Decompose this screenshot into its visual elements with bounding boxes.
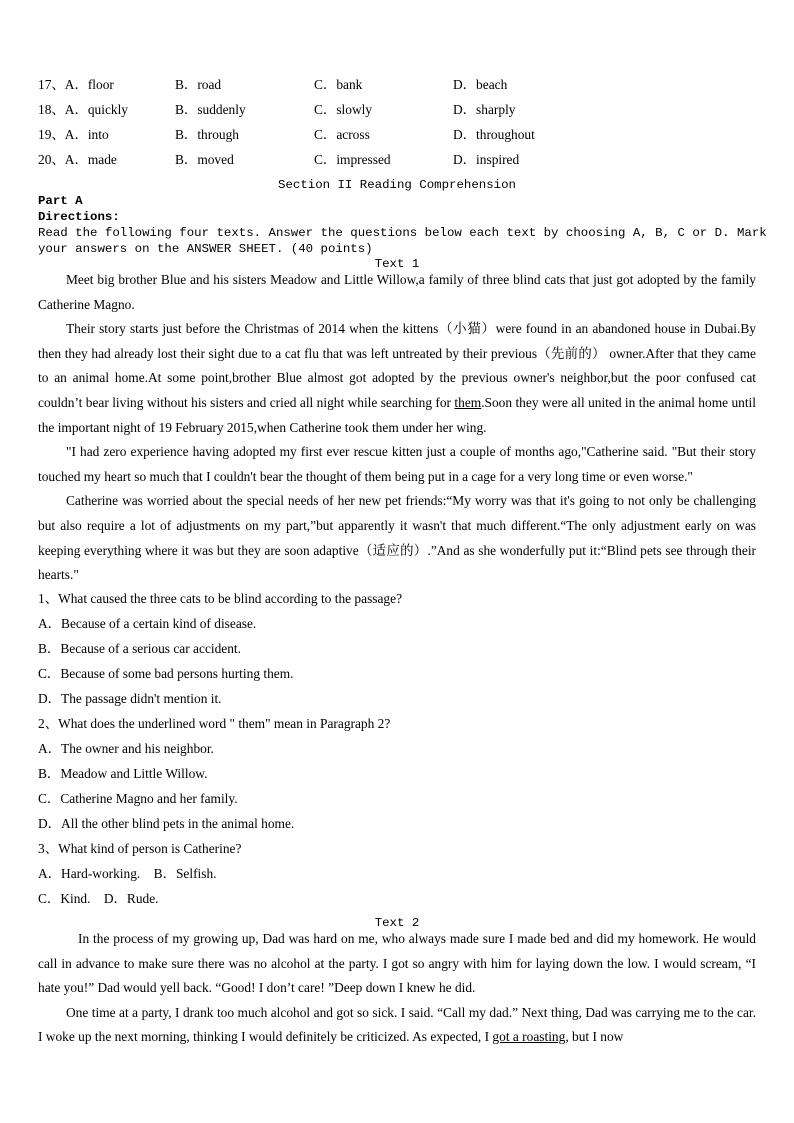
option-18-c: C．slowly <box>314 102 373 117</box>
option-20-c: C．impressed <box>314 152 391 167</box>
option-20-d: D．inspired <box>453 152 520 167</box>
option-18-a: 18、A．quickly <box>38 102 129 117</box>
question-1-option-a: A．Because of a certain kind of disease. <box>38 616 257 631</box>
text1-p2-end: .Soon they were all united in the animal home until the important night of 19 February 2015,when Catherine took them under her wing. <box>38 394 756 435</box>
underlined-phrase-got-a-roasting: got a roasting <box>492 1029 566 1045</box>
text2-p2-end: , but I now <box>565 1029 624 1045</box>
directions-label: Directions: <box>38 210 120 224</box>
text2-p2-start: One time at a party, I drank too much alcohol and got so sick. I said. “Call my dad.” Next thing, Dad was carrying me to the car. I woke up the next morning, thinking I would definitely be criticized. As expected, I <box>38 1004 756 1045</box>
option-17-c: C．bank <box>314 77 363 92</box>
question-3-options-cd: C．Kind. D．Rude. <box>38 891 159 906</box>
section-title: Section II Reading Comprehension <box>278 178 516 192</box>
question-2-option-c: C．Catherine Magno and her family. <box>38 791 238 806</box>
option-18-b: B．suddenly <box>175 102 246 117</box>
text1-heading: Text 1 <box>374 257 420 271</box>
option-19-d: D．throughout <box>453 127 535 142</box>
question-3-stem: 3、What kind of person is Catherine? <box>38 841 242 856</box>
directions-line-2: your answers on the ANSWER SHEET. (40 points) <box>38 242 373 256</box>
directions-block <box>38 193 767 257</box>
text1-body <box>38 268 756 588</box>
text2-body <box>38 927 756 1050</box>
text1-paragraph-3: "I had zero experience having adopted my first ever rescue kitten just a couple of months ago,"Catherine said. "But their story touched my heart so much that I couldn't bear the thought of them being put in a cage for a very long time or even worse." <box>38 444 756 484</box>
questions-block <box>38 586 756 911</box>
option-19-c: C．across <box>314 127 370 142</box>
text2-paragraph-1: In the process of my growing up, Dad was hard on me, who always made sure I made bed and did my homework. He would call in advance to make sure there was no alcohol at the party. I got so angry with him for laying down the low. I would scream, “I hate you!” Dad would yell back. “Good! I don’t care! ”Deep down I knew he did. <box>38 931 756 996</box>
text1-p2-start: Their story starts just before the Christmas of 2014 when the kittens（小猫）were found in an abandoned house in Dubai.By then they had already lost their sight due to a cat flu that was left untreated by their previous（先前的） owner.After that they came to an animal home.At some point,brother Blue almost got adopted by the previous owner's neighbor,but the poor confused cat couldn’t bear living without his sisters and cried all night while searching for <box>38 321 756 410</box>
part-label: Part A <box>38 194 83 208</box>
question-1-option-d: D．The passage didn't mention it. <box>38 691 222 706</box>
text2-heading: Text 2 <box>374 916 420 930</box>
question-2-option-d: D．All the other blind pets in the animal home. <box>38 816 295 831</box>
option-19-a: 19、A．into <box>38 127 109 142</box>
question-2-option-b: B．Meadow and Little Willow. <box>38 766 208 781</box>
question-3-options-ab: A．Hard-working. B．Selfish. <box>38 866 217 881</box>
text2-paragraph-2 <box>38 1001 756 1050</box>
question-2-option-a: A．The owner and his neighbor. <box>38 741 214 756</box>
question-1-option-c: C．Because of some bad persons hurting them. <box>38 666 294 681</box>
question-1-option-b: B．Because of a serious car accident. <box>38 641 242 656</box>
option-17-b: B．road <box>175 77 222 92</box>
question-2-stem: 2、What does the underlined word " them" mean in Paragraph 2? <box>38 716 391 731</box>
text1-paragraph-1: Meet big brother Blue and his sisters Meadow and Little Willow,a family of three blind cats that just got adopted by the family Catherine Magno. <box>38 272 756 312</box>
option-20-b: B．moved <box>175 152 234 167</box>
underlined-word-them: them <box>454 394 482 410</box>
option-17-d: D．beach <box>453 77 508 92</box>
text1-paragraph-4: Catherine was worried about the special needs of her new pet friends:“My worry was that it's going to not only be challenging but also require a lot of adjustments on my part,”but apparently it wasn't that much different.“The only adjustment early on was keeping everything where it was but they are soon adaptive（适应的）.”And as she wonderfully put it:“Blind pets see through their hearts." <box>38 493 756 583</box>
directions-line-1: Read the following four texts. Answer the questions below each text by choosing A, B, C or D. Mark <box>38 226 767 240</box>
option-19-b: B．through <box>175 127 239 142</box>
option-17-a: 17、A．floor <box>38 77 114 92</box>
option-20-a: 20、A．made <box>38 152 117 167</box>
option-18-d: D．sharply <box>453 102 516 117</box>
text1-paragraph-2 <box>38 317 756 440</box>
question-1-stem: 1、What caused the three cats to be blind according to the passage? <box>38 591 403 606</box>
